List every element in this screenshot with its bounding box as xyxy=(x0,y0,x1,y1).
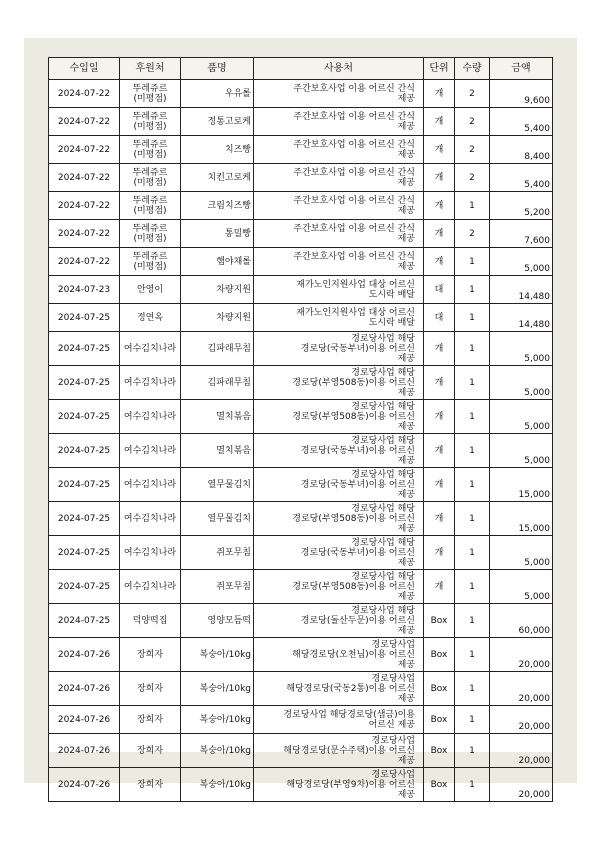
table-row xyxy=(49,536,553,570)
table-row xyxy=(49,400,553,434)
usage-cell: 경로당사업 해당 경로당(국동부녀)이용 어르신 제공 xyxy=(254,536,424,570)
donation-table xyxy=(48,57,553,802)
usage-cell: 재가노인지원사업 대상 어르신 도시락 배달 xyxy=(254,304,424,332)
donor-cell: 장희자 xyxy=(120,672,181,706)
usage-cell: 주간보호사업 이용 어르신 간식 제공 xyxy=(254,136,424,164)
donor-cell: 장희자 xyxy=(120,734,181,768)
unit-cell: 개 xyxy=(424,468,455,502)
usage-cell: 경로당사업 해당경로당(국동2통)이용 어르신 제공 xyxy=(254,672,424,706)
item-cell: 열무물김치 xyxy=(181,468,254,502)
usage-cell: 주간보호사업 이용 어르신 간식 제공 xyxy=(254,164,424,192)
unit-cell: 개 xyxy=(424,80,455,108)
item-cell: 쥐포무침 xyxy=(181,570,254,604)
table-row xyxy=(49,136,553,164)
donor-cell: 뚜레쥬르(미평점) xyxy=(120,164,181,192)
table-row xyxy=(49,734,553,768)
item-cell: 통밀빵 xyxy=(181,220,254,248)
qty-cell: 1 xyxy=(455,434,490,468)
qty-cell: 1 xyxy=(455,706,490,734)
item-cell: 치킨고로케 xyxy=(181,164,254,192)
date-cell: 2024-07-22 xyxy=(49,192,120,220)
donor-cell: 덕양떡집 xyxy=(120,604,181,638)
item-cell: 우유롤 xyxy=(181,80,254,108)
unit-cell: 개 xyxy=(424,502,455,536)
amount-cell: 15,000 xyxy=(490,502,553,536)
unit-cell: 개 xyxy=(424,220,455,248)
date-cell: 2024-07-25 xyxy=(49,502,120,536)
table-row xyxy=(49,366,553,400)
unit-cell: 개 xyxy=(424,108,455,136)
unit-cell: 개 xyxy=(424,164,455,192)
amount-cell: 5,200 xyxy=(490,192,553,220)
item-cell: 햄야채롤 xyxy=(181,248,254,276)
amount-cell: 14,480 xyxy=(490,276,553,304)
amount-cell: 15,000 xyxy=(490,468,553,502)
amount-cell: 5,000 xyxy=(490,570,553,604)
usage-cell: 재가노인지원사업 대상 어르신 도시락 배달 xyxy=(254,276,424,304)
date-cell: 2024-07-23 xyxy=(49,276,120,304)
date-cell: 2024-07-25 xyxy=(49,332,120,366)
amount-cell: 5,000 xyxy=(490,434,553,468)
usage-cell: 경로당사업 해당경로당(문수주택)이용 어르신 제공 xyxy=(254,734,424,768)
usage-cell: 주간보호사업 이용 어르신 간식 제공 xyxy=(254,80,424,108)
date-cell: 2024-07-26 xyxy=(49,734,120,768)
table-row xyxy=(49,248,553,276)
amount-cell: 5,000 xyxy=(490,536,553,570)
donor-cell: 여수김치나라 xyxy=(120,366,181,400)
qty-cell: 2 xyxy=(455,136,490,164)
usage-cell: 경로당사업 해당 경로당(부영508동)이용 어르신 제공 xyxy=(254,570,424,604)
amount-cell: 7,600 xyxy=(490,220,553,248)
date-cell: 2024-07-22 xyxy=(49,136,120,164)
table-header-row xyxy=(49,58,553,80)
usage-cell: 경로당사업 해당 경로당(국동부녀)이용 어르신 제공 xyxy=(254,434,424,468)
table-row xyxy=(49,164,553,192)
donor-cell: 뚜레쥬르(미평점) xyxy=(120,80,181,108)
item-cell: 복숭아/10kg xyxy=(181,638,254,672)
date-cell: 2024-07-26 xyxy=(49,768,120,802)
qty-cell: 1 xyxy=(455,570,490,604)
item-cell: 치즈빵 xyxy=(181,136,254,164)
date-cell: 2024-07-25 xyxy=(49,366,120,400)
table-row xyxy=(49,604,553,638)
donor-cell: 여수김치나라 xyxy=(120,536,181,570)
table-row xyxy=(49,434,553,468)
unit-cell: 대 xyxy=(424,276,455,304)
table-row xyxy=(49,220,553,248)
donor-cell: 뚜레쥬르(미평점) xyxy=(120,136,181,164)
amount-cell: 5,000 xyxy=(490,366,553,400)
table-row xyxy=(49,706,553,734)
unit-cell: Box xyxy=(424,734,455,768)
item-cell: 열무물김치 xyxy=(181,502,254,536)
amount-cell: 20,000 xyxy=(490,768,553,802)
document-page xyxy=(48,57,552,800)
unit-cell: 대 xyxy=(424,304,455,332)
item-cell: 정통고로케 xyxy=(181,108,254,136)
qty-cell: 2 xyxy=(455,220,490,248)
qty-cell: 1 xyxy=(455,304,490,332)
table-row xyxy=(49,304,553,332)
date-cell: 2024-07-25 xyxy=(49,400,120,434)
item-cell: 멸치볶음 xyxy=(181,434,254,468)
qty-cell: 1 xyxy=(455,192,490,220)
item-cell: 차량지원 xyxy=(181,304,254,332)
header-usage: 사용처 xyxy=(254,58,424,80)
usage-cell: 주간보호사업 이용 어르신 간식 제공 xyxy=(254,108,424,136)
date-cell: 2024-07-25 xyxy=(49,468,120,502)
amount-cell: 5,400 xyxy=(490,164,553,192)
qty-cell: 1 xyxy=(455,332,490,366)
unit-cell: 개 xyxy=(424,192,455,220)
qty-cell: 1 xyxy=(455,248,490,276)
donor-cell: 여수김치나라 xyxy=(120,468,181,502)
amount-cell: 14,480 xyxy=(490,304,553,332)
item-cell: 복숭아/10kg xyxy=(181,768,254,802)
usage-cell: 주간보호사업 이용 어르신 간식 제공 xyxy=(254,192,424,220)
amount-cell: 5,000 xyxy=(490,248,553,276)
usage-cell: 주간보호사업 이용 어르신 간식 제공 xyxy=(254,248,424,276)
usage-cell: 주간보호사업 이용 어르신 간식 제공 xyxy=(254,220,424,248)
usage-cell: 경로당사업 해당경로당(오천님)이용 어르신 제공 xyxy=(254,638,424,672)
unit-cell: 개 xyxy=(424,536,455,570)
item-cell: 김파래무침 xyxy=(181,332,254,366)
qty-cell: 2 xyxy=(455,108,490,136)
date-cell: 2024-07-22 xyxy=(49,108,120,136)
qty-cell: 1 xyxy=(455,400,490,434)
item-cell: 복숭아/10kg xyxy=(181,672,254,706)
amount-cell: 20,000 xyxy=(490,672,553,706)
donor-cell: 여수김치나라 xyxy=(120,570,181,604)
unit-cell: Box xyxy=(424,768,455,802)
header-donor: 후원처 xyxy=(120,58,181,80)
table-row xyxy=(49,638,553,672)
donor-cell: 여수김치나라 xyxy=(120,400,181,434)
table-row xyxy=(49,80,553,108)
donor-cell: 여수김치나라 xyxy=(120,434,181,468)
header-unit: 단위 xyxy=(424,58,455,80)
item-cell: 크림치즈빵 xyxy=(181,192,254,220)
item-cell: 복숭아/10kg xyxy=(181,734,254,768)
usage-cell: 경로당사업 해당경로당(부영9차)이용 어르신 제공 xyxy=(254,768,424,802)
unit-cell: Box xyxy=(424,706,455,734)
donor-cell: 여수김치나라 xyxy=(120,332,181,366)
date-cell: 2024-07-26 xyxy=(49,672,120,706)
table-row xyxy=(49,332,553,366)
date-cell: 2024-07-25 xyxy=(49,604,120,638)
qty-cell: 1 xyxy=(455,638,490,672)
table-row xyxy=(49,468,553,502)
amount-cell: 60,000 xyxy=(490,604,553,638)
item-cell: 영양모듬떡 xyxy=(181,604,254,638)
amount-cell: 5,000 xyxy=(490,332,553,366)
usage-cell: 경로당사업 해당경로당(샘금)이용 어르신 제공 xyxy=(254,706,424,734)
qty-cell: 1 xyxy=(455,604,490,638)
header-item: 품명 xyxy=(181,58,254,80)
date-cell: 2024-07-26 xyxy=(49,638,120,672)
amount-cell: 8,400 xyxy=(490,136,553,164)
date-cell: 2024-07-22 xyxy=(49,220,120,248)
item-cell: 김파래무침 xyxy=(181,366,254,400)
donor-cell: 여수김치나라 xyxy=(120,502,181,536)
date-cell: 2024-07-25 xyxy=(49,570,120,604)
item-cell: 차량지원 xyxy=(181,276,254,304)
item-cell: 복숭아/10kg xyxy=(181,706,254,734)
qty-cell: 1 xyxy=(455,366,490,400)
amount-cell: 20,000 xyxy=(490,638,553,672)
qty-cell: 1 xyxy=(455,502,490,536)
amount-cell: 20,000 xyxy=(490,734,553,768)
donor-cell: 장희자 xyxy=(120,638,181,672)
table-row xyxy=(49,192,553,220)
header-qty: 수량 xyxy=(455,58,490,80)
amount-cell: 20,000 xyxy=(490,706,553,734)
item-cell: 쥐포무침 xyxy=(181,536,254,570)
qty-cell: 1 xyxy=(455,734,490,768)
amount-cell: 5,400 xyxy=(490,108,553,136)
donor-cell: 안영이 xyxy=(120,276,181,304)
donor-cell: 뚜레쥬르(미평점) xyxy=(120,248,181,276)
qty-cell: 1 xyxy=(455,536,490,570)
date-cell: 2024-07-22 xyxy=(49,164,120,192)
table-row xyxy=(49,108,553,136)
unit-cell: 개 xyxy=(424,332,455,366)
donor-cell: 정연옥 xyxy=(120,304,181,332)
usage-cell: 경로당사업 해당 경로당(부영508동)이용 어르신 제공 xyxy=(254,366,424,400)
item-cell: 멸치볶음 xyxy=(181,400,254,434)
unit-cell: Box xyxy=(424,638,455,672)
date-cell: 2024-07-26 xyxy=(49,706,120,734)
amount-cell: 9,600 xyxy=(490,80,553,108)
amount-cell: 5,000 xyxy=(490,400,553,434)
usage-cell: 경로당사업 해당 경로당(국동부녀)이용 어르신 제공 xyxy=(254,468,424,502)
unit-cell: 개 xyxy=(424,570,455,604)
usage-cell: 경로당사업 해당 경로당(부영508동)이용 어르신 제공 xyxy=(254,400,424,434)
unit-cell: Box xyxy=(424,604,455,638)
unit-cell: 개 xyxy=(424,434,455,468)
unit-cell: 개 xyxy=(424,136,455,164)
table-row xyxy=(49,502,553,536)
table-row xyxy=(49,570,553,604)
donor-cell: 뚜레쥬르(미평점) xyxy=(120,108,181,136)
qty-cell: 1 xyxy=(455,672,490,706)
qty-cell: 1 xyxy=(455,276,490,304)
unit-cell: 개 xyxy=(424,400,455,434)
date-cell: 2024-07-25 xyxy=(49,434,120,468)
usage-cell: 경로당사업 해당 경로당(돌산두문)이용 어르신 제공 xyxy=(254,604,424,638)
table-row xyxy=(49,276,553,304)
qty-cell: 1 xyxy=(455,468,490,502)
usage-cell: 경로당사업 해당 경로당(국동부녀)이용 어르신 제공 xyxy=(254,332,424,366)
donor-cell: 장희자 xyxy=(120,706,181,734)
donor-cell: 뚜레쥬르(미평점) xyxy=(120,220,181,248)
qty-cell: 2 xyxy=(455,164,490,192)
header-date: 수입일 xyxy=(49,58,120,80)
date-cell: 2024-07-25 xyxy=(49,304,120,332)
donor-cell: 뚜레쥬르(미평점) xyxy=(120,192,181,220)
unit-cell: Box xyxy=(424,672,455,706)
date-cell: 2024-07-22 xyxy=(49,248,120,276)
header-amount: 금액 xyxy=(490,58,553,80)
qty-cell: 1 xyxy=(455,768,490,802)
table-row xyxy=(49,672,553,706)
date-cell: 2024-07-22 xyxy=(49,80,120,108)
usage-cell: 경로당사업 해당 경로당(부영508동)이용 어르신 제공 xyxy=(254,502,424,536)
donor-cell: 장희자 xyxy=(120,768,181,802)
table-body xyxy=(49,80,553,802)
unit-cell: 개 xyxy=(424,248,455,276)
table-row xyxy=(49,768,553,802)
qty-cell: 2 xyxy=(455,80,490,108)
date-cell: 2024-07-25 xyxy=(49,536,120,570)
unit-cell: 개 xyxy=(424,366,455,400)
